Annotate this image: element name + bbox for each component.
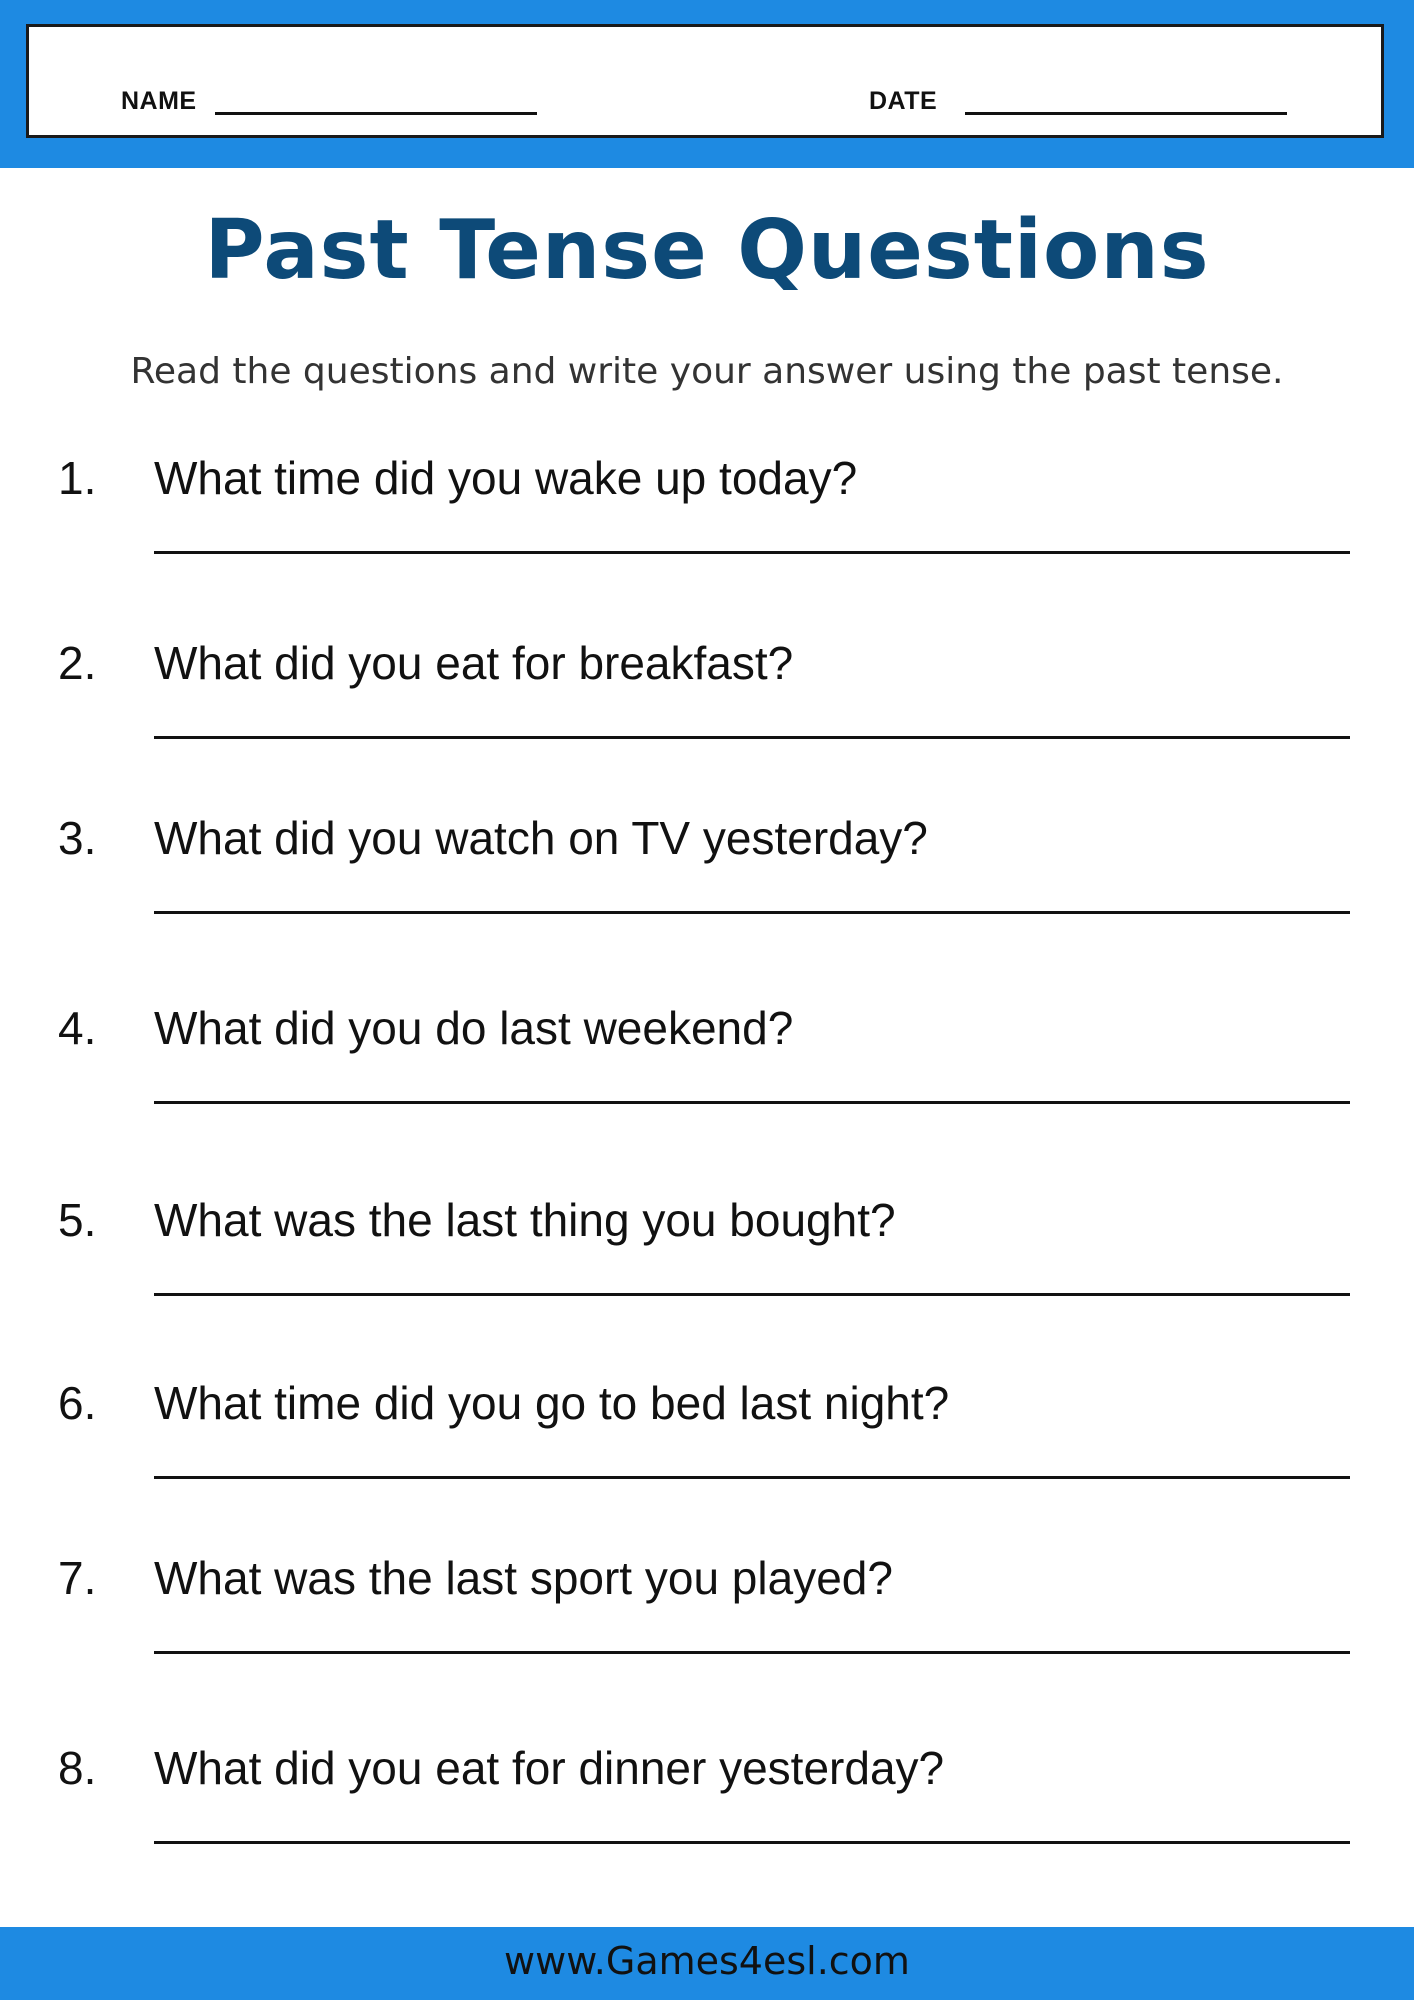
date-field-line[interactable] [965, 112, 1287, 115]
question-item [0, 1377, 1414, 1500]
name-field-line[interactable] [215, 112, 537, 115]
footer-url: www.Games4esl.com [504, 1939, 910, 1983]
answer-line[interactable] [154, 911, 1350, 914]
answer-line[interactable] [154, 1841, 1350, 1844]
question-item [0, 1742, 1414, 1865]
question-number: 7. [58, 1552, 97, 1604]
question-text: What did you watch on TV yesterday? [154, 812, 928, 864]
date-label: DATE [869, 87, 938, 115]
name-label: NAME [121, 87, 197, 115]
answer-line[interactable] [154, 1101, 1350, 1104]
answer-line[interactable] [154, 736, 1350, 739]
question-item [0, 1552, 1414, 1675]
question-item [0, 812, 1414, 935]
question-number: 5. [58, 1194, 97, 1246]
answer-line[interactable] [154, 551, 1350, 554]
question-text: What time did you wake up today? [154, 452, 858, 504]
footer-band [0, 1927, 1414, 2000]
answer-line[interactable] [154, 1293, 1350, 1296]
question-number: 6. [58, 1377, 97, 1429]
question-number: 1. [58, 452, 97, 504]
instructions-text: Read the questions and write your answer using the past tense. [130, 351, 1284, 392]
page-title: Past Tense Questions [204, 203, 1210, 298]
question-number: 3. [58, 812, 97, 864]
question-item [0, 637, 1414, 760]
answer-line[interactable] [154, 1476, 1350, 1479]
question-number: 8. [58, 1742, 97, 1794]
question-text: What was the last thing you bought? [154, 1194, 896, 1246]
answer-line[interactable] [154, 1651, 1350, 1654]
question-item [0, 1002, 1414, 1125]
question-text: What time did you go to bed last night? [154, 1377, 950, 1429]
question-text: What did you eat for dinner yesterday? [154, 1742, 945, 1794]
question-number: 2. [58, 637, 97, 689]
question-text: What did you eat for breakfast? [154, 637, 794, 689]
question-item [0, 1194, 1414, 1317]
question-text: What did you do last weekend? [154, 1002, 794, 1054]
name-date-box [26, 24, 1384, 138]
question-item [0, 452, 1414, 575]
question-number: 4. [58, 1002, 97, 1054]
question-text: What was the last sport you played? [154, 1552, 893, 1604]
header-band [0, 0, 1414, 168]
